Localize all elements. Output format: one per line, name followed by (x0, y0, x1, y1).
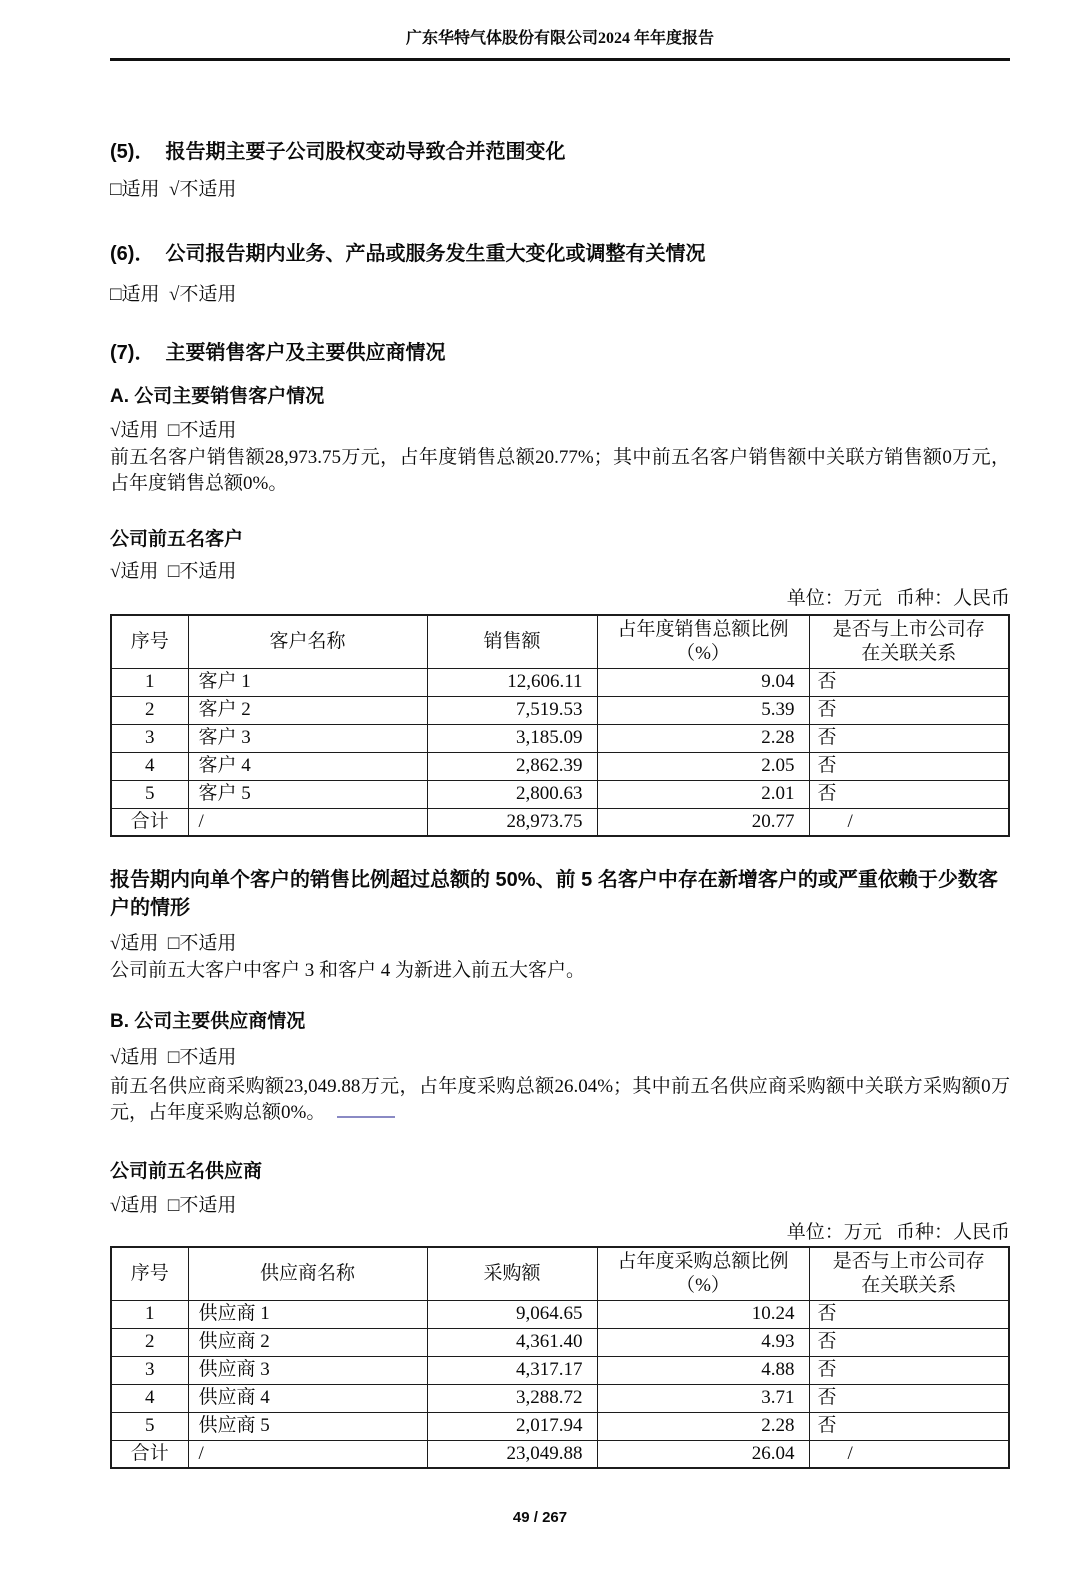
cell-amount: 3,288.72 (427, 1384, 597, 1412)
section5-applicability: □适用 √不适用 (110, 179, 237, 200)
col-header-sales-pct: 占年度销售总额比例（%） (597, 615, 809, 668)
cell-name: / (188, 808, 427, 836)
cell-related: 否 (809, 668, 1009, 696)
header-divider (110, 58, 1010, 61)
suppliers-summary-wrap (110, 1074, 1010, 1126)
cell-pct: 2.05 (597, 752, 809, 780)
table-row (111, 1412, 1009, 1440)
section6-applicability: □适用 √不适用 (110, 284, 237, 305)
cell-name: 供应商 1 (188, 1300, 427, 1328)
table-row (111, 668, 1009, 696)
cell-seq: 5 (111, 1412, 188, 1440)
cell-seq: 4 (111, 752, 188, 780)
table-row (111, 724, 1009, 752)
customers-heading: A. 公司主要销售客户情况 (110, 386, 325, 407)
blank-underline (337, 1114, 395, 1118)
cell-amount: 4,361.40 (427, 1328, 597, 1356)
cell-name: 客户 2 (188, 696, 427, 724)
cell-related: 否 (809, 780, 1009, 808)
cell-related: 否 (809, 696, 1009, 724)
table-row (111, 696, 1009, 724)
col-header-seq: 序号 (111, 615, 188, 668)
cell-amount: 28,973.75 (427, 808, 597, 836)
cell-name: / (188, 1440, 427, 1468)
cell-pct: 5.39 (597, 696, 809, 724)
cell-related: / (809, 808, 1009, 836)
cell-seq: 3 (111, 724, 188, 752)
cell-pct: 4.93 (597, 1328, 809, 1356)
col-header-sales-amount: 销售额 (427, 615, 597, 668)
col-header-related: 是否与上市公司存在关联关系 (809, 1247, 1009, 1300)
table-row (111, 780, 1009, 808)
table-row (111, 1356, 1009, 1384)
customers-summary: 前五名客户销售额28,973.75万元，占年度销售总额20.77%；其中前五名客户销售额中关联方销售额0万元，占年度销售总额0%。 (110, 447, 1010, 494)
suppliers-summary: 前五名供应商采购额23,049.88万元，占年度采购总额26.04%；其中前五名供应商采购额中关联方采购额0万元，占年度采购总额0%。 (110, 1076, 1010, 1123)
cell-amount: 2,017.94 (427, 1412, 597, 1440)
cell-related: 否 (809, 724, 1009, 752)
col-header-purchase-amount: 采购额 (427, 1247, 597, 1300)
cell-total-label: 合计 (111, 808, 188, 836)
table-row (111, 1328, 1009, 1356)
cell-seq: 3 (111, 1356, 188, 1384)
cell-name: 客户 3 (188, 724, 427, 752)
concentration-note: 公司前五大客户中客户 3 和客户 4 为新进入前五大客户。 (110, 960, 586, 981)
suppliers-unit-note: 单位：万元 币种：人民币 (786, 1222, 1010, 1243)
table-total-row (111, 808, 1009, 836)
cell-related: 否 (809, 1412, 1009, 1440)
cell-seq: 5 (111, 780, 188, 808)
cell-name: 客户 4 (188, 752, 427, 780)
customers-unit-note: 单位：万元 币种：人民币 (786, 588, 1010, 609)
section5-heading: (5)． 报告期主要子公司股权变动导致合并范围变化 (110, 141, 566, 163)
cell-seq: 1 (111, 668, 188, 696)
col-header-related: 是否与上市公司存在关联关系 (809, 615, 1009, 668)
cell-name: 供应商 4 (188, 1384, 427, 1412)
customers-table (110, 614, 1010, 837)
customers-table-title: 公司前五名客户 (110, 529, 244, 550)
cell-seq: 4 (111, 1384, 188, 1412)
cell-amount: 7,519.53 (427, 696, 597, 724)
cell-related: / (809, 1440, 1009, 1468)
cell-pct: 2.28 (597, 1412, 809, 1440)
page-number-indicator: 49 / 267 (512, 1509, 568, 1526)
customers-table-header-row (111, 615, 1009, 668)
suppliers-heading: B. 公司主要供应商情况 (110, 1011, 306, 1032)
cell-amount: 2,800.63 (427, 780, 597, 808)
cell-related: 否 (809, 1384, 1009, 1412)
cell-pct: 10.24 (597, 1300, 809, 1328)
report-header-title: 广东华特气体股份有限公司2024 年年度报告 (405, 30, 714, 47)
cell-pct: 2.01 (597, 780, 809, 808)
cell-related: 否 (809, 1356, 1009, 1384)
concentration-heading: 报告期内向单个客户的销售比例超过总额的 50%、前 5 名客户中存在新增客户的或严重依赖于少数客户的情形 (110, 869, 998, 919)
cell-amount: 12,606.11 (427, 668, 597, 696)
customers-table-applicability: √适用 □不适用 (110, 561, 237, 582)
cell-related: 否 (809, 1328, 1009, 1356)
cell-seq: 2 (111, 696, 188, 724)
table-row (111, 752, 1009, 780)
cell-amount: 9,064.65 (427, 1300, 597, 1328)
cell-related: 否 (809, 752, 1009, 780)
cell-seq: 2 (111, 1328, 188, 1356)
col-header-seq: 序号 (111, 1247, 188, 1300)
col-header-customer-name: 客户名称 (188, 615, 427, 668)
cell-pct: 26.04 (597, 1440, 809, 1468)
cell-amount: 2,862.39 (427, 752, 597, 780)
section7-heading: (7)． 主要销售客户及主要供应商情况 (110, 342, 446, 364)
cell-name: 客户 1 (188, 668, 427, 696)
suppliers-applicability: √适用 □不适用 (110, 1047, 237, 1068)
cell-name: 供应商 3 (188, 1356, 427, 1384)
col-header-purchase-pct: 占年度采购总额比例（%） (597, 1247, 809, 1300)
cell-total-label: 合计 (111, 1440, 188, 1468)
cell-pct: 9.04 (597, 668, 809, 696)
concentration-applicability: √适用 □不适用 (110, 933, 237, 954)
customers-applicability: √适用 □不适用 (110, 420, 237, 441)
table-row (111, 1384, 1009, 1412)
suppliers-table-header-row (111, 1247, 1009, 1300)
suppliers-table-title: 公司前五名供应商 (110, 1161, 263, 1182)
cell-amount: 23,049.88 (427, 1440, 597, 1468)
cell-amount: 3,185.09 (427, 724, 597, 752)
cell-pct: 4.88 (597, 1356, 809, 1384)
cell-name: 客户 5 (188, 780, 427, 808)
col-header-supplier-name: 供应商名称 (188, 1247, 427, 1300)
cell-pct: 20.77 (597, 808, 809, 836)
cell-pct: 2.28 (597, 724, 809, 752)
section6-heading: (6)． 公司报告期内业务、产品或服务发生重大变化或调整有关情况 (110, 243, 706, 265)
suppliers-table (110, 1246, 1010, 1469)
suppliers-table-applicability: √适用 □不适用 (110, 1195, 237, 1216)
cell-name: 供应商 5 (188, 1412, 427, 1440)
cell-pct: 3.71 (597, 1384, 809, 1412)
cell-related: 否 (809, 1300, 1009, 1328)
cell-amount: 4,317.17 (427, 1356, 597, 1384)
table-row (111, 1300, 1009, 1328)
cell-seq: 1 (111, 1300, 188, 1328)
cell-name: 供应商 2 (188, 1328, 427, 1356)
table-total-row (111, 1440, 1009, 1468)
